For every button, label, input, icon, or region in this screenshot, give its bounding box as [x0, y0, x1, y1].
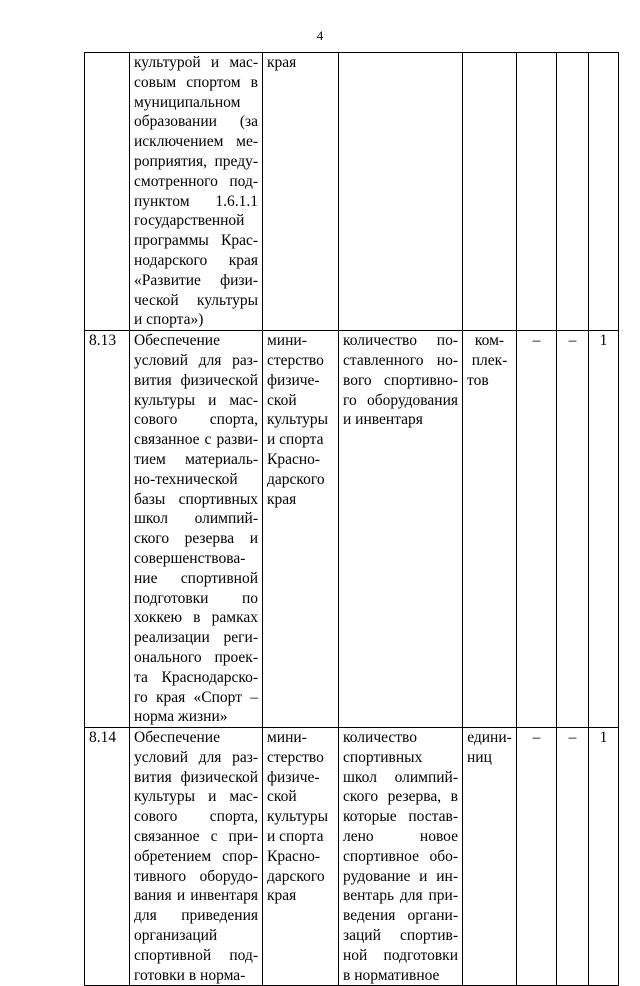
text-line: ведения органи-	[343, 907, 458, 925]
indicator-cell	[339, 331, 463, 728]
value-cell-v2: –	[557, 331, 589, 728]
text-line: стерство	[267, 748, 324, 766]
unit-cell	[463, 53, 517, 331]
text-line: нодарского края	[134, 251, 258, 269]
text-line: подготовки по	[134, 589, 258, 607]
text-line: физиче-	[267, 768, 320, 786]
text-line: плек-	[471, 351, 508, 369]
text-line: культуры	[267, 808, 329, 826]
text-line: Красно-	[267, 450, 321, 468]
text-line: организаций	[134, 927, 218, 945]
value-cell-v2	[557, 53, 589, 331]
value-cell-v1: –	[517, 331, 557, 728]
unit-cell	[463, 728, 517, 986]
text-line: вития физической	[134, 371, 258, 389]
text-line: совершенствова-	[134, 549, 246, 567]
executor-cell	[263, 53, 339, 331]
text-line: культурой и мас-	[134, 54, 258, 71]
text-line: условий для раз-	[134, 748, 258, 766]
executor-cell	[263, 331, 339, 728]
text-line: школ олимпий-	[134, 510, 258, 528]
text-line: онального проек-	[134, 648, 258, 666]
text-line: ской	[267, 788, 297, 806]
text-line: мини-	[267, 729, 307, 747]
text-line: ниц	[467, 748, 492, 766]
text-line: и инвентаря	[343, 411, 423, 429]
text-line: культуры и мас-	[134, 391, 258, 409]
text-line: базы спортивных	[134, 490, 258, 508]
text-line: количество по-	[343, 332, 458, 350]
text-line: культуры и мас-	[134, 788, 258, 806]
text-line: мини-	[267, 332, 307, 350]
text-line: ком-	[474, 332, 505, 350]
value-cell-v1	[517, 53, 557, 331]
text-line: норма жизни»	[134, 708, 228, 726]
value-cell-v3: 1	[589, 331, 619, 728]
text-line: физиче-	[267, 371, 320, 389]
text-line: вентарь для при-	[343, 887, 458, 905]
text-line: спортивное обо-	[343, 847, 458, 865]
text-line: Обеспечение	[134, 729, 220, 747]
table-row	[85, 331, 619, 728]
text-line: ского резерва и	[134, 530, 258, 548]
text-line: ского резерва, в	[343, 788, 458, 806]
text-line: реализации реги-	[134, 629, 258, 647]
text-line: лено новое	[343, 828, 458, 846]
text-line: государственной	[134, 212, 245, 230]
unit-cell	[463, 331, 517, 728]
text-line: спортивной под-	[134, 946, 258, 964]
text-line: вития физической	[134, 768, 258, 786]
text-line: края	[267, 54, 297, 71]
text-line: заций спортив-	[343, 927, 458, 945]
text-line: готовки в норма-	[134, 966, 246, 984]
text-line: вания и инвентаря	[134, 887, 258, 905]
text-line: ние спортивной	[134, 569, 258, 587]
value-cell-v3: 1	[589, 728, 619, 986]
page-number: 4	[316, 28, 324, 43]
row-number-cell: 8.13	[85, 331, 130, 728]
text-line: дарского	[267, 867, 325, 885]
text-line: обретением спор-	[134, 847, 258, 865]
text-line: программы Крас-	[134, 232, 258, 250]
text-line: для приведения	[134, 907, 258, 925]
text-line: в нормативное	[343, 966, 440, 984]
text-line: рудование и ин-	[343, 867, 458, 885]
row-number-cell: 8.14	[85, 728, 130, 986]
text-line: ской	[267, 391, 297, 409]
text-line: Обеспечение	[134, 332, 220, 350]
event-cell	[130, 331, 263, 728]
text-line: дарского	[267, 470, 325, 488]
text-line: культуры	[267, 411, 329, 429]
text-line: и спорта	[267, 431, 324, 449]
text-line: го края «Спорт –	[134, 688, 258, 706]
text-line: спортивных	[343, 748, 423, 766]
text-line: «Развитие физи-	[134, 271, 258, 289]
indicator-cell	[339, 728, 463, 986]
text-line: хоккею в рамках	[134, 609, 258, 627]
text-line: смотренного под-	[134, 172, 258, 190]
text-line: Красно-	[267, 847, 321, 865]
text-line: тием материаль-	[134, 450, 258, 468]
program-table	[84, 52, 619, 986]
text-line: связанное с при-	[134, 828, 258, 846]
text-line: стерство	[267, 351, 324, 369]
text-line: вого спортивно-	[343, 371, 458, 389]
text-line: но-технической	[134, 470, 238, 488]
table-row	[85, 728, 619, 986]
text-line: ставленного но-	[343, 351, 458, 369]
executor-cell	[263, 728, 339, 986]
text-line: едини-	[467, 729, 512, 747]
text-line: сового спорта,	[134, 808, 258, 826]
text-line: та Краснодарско-	[134, 668, 258, 686]
table-row	[85, 53, 619, 331]
indicator-cell	[339, 53, 463, 331]
text-line: края	[267, 887, 297, 905]
value-cell-v3	[589, 53, 619, 331]
text-line: образовании (за	[134, 113, 258, 131]
text-line: совым спортом в	[134, 73, 258, 91]
text-line: ной подготовки	[343, 946, 458, 964]
row-number-cell	[85, 53, 130, 331]
text-line: условий для раз-	[134, 351, 258, 369]
event-cell	[130, 53, 263, 331]
value-cell-v1: –	[517, 728, 557, 986]
text-line: роприятия, преду-	[134, 152, 258, 170]
text-line: тивного оборудо-	[134, 867, 258, 885]
text-line: и спорта»)	[134, 311, 204, 329]
text-line: исключением ме-	[134, 133, 258, 151]
value-cell-v2: –	[557, 728, 589, 986]
text-line: муниципальном	[134, 93, 241, 111]
text-line: пунктом 1.6.1.1	[134, 192, 258, 210]
text-line: тов	[467, 371, 489, 389]
text-line: связанное с разви-	[134, 431, 258, 449]
text-line: количество	[343, 729, 417, 747]
text-line: ческой культуры	[134, 291, 258, 309]
text-line: которые постав-	[343, 808, 458, 826]
text-line: и спорта	[267, 828, 324, 846]
text-line: школ олимпий-	[343, 768, 458, 786]
text-line: го оборудования	[343, 391, 458, 409]
event-cell	[130, 728, 263, 986]
text-line: края	[267, 490, 297, 508]
text-line: сового спорта,	[134, 411, 258, 429]
